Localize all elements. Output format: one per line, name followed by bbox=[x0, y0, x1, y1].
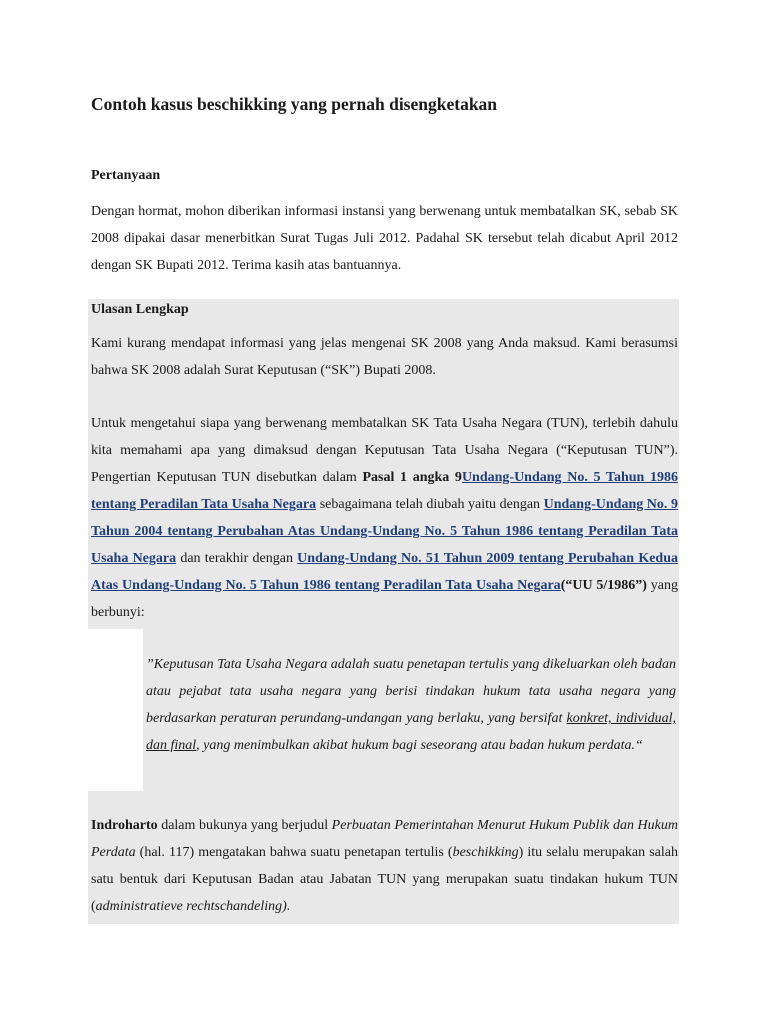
paragraph-text: dan terakhir dengan bbox=[176, 551, 298, 566]
quote-text: , yang menimbulkan akibat hukum bagi seseorang atau badan hukum perdata.“ bbox=[196, 738, 643, 753]
quote-text: ”Keputusan Tata Usaha Negara adalah suatu penetapan tertulis yang dikeluarkan oleh badan atau pejabat tata usaha negara yang berisi tindakan hukum tata usaha negara yang berdasarkan peraturan perundang-undangan yang berlaku, yang bersifat bbox=[146, 657, 676, 726]
paragraph-text: (hal. 117) mengatakan bahwa suatu penetapan tertulis ( bbox=[135, 845, 453, 860]
article-reference: Pasal 1 angka 9 bbox=[362, 470, 462, 485]
paragraph-text: dalam bukunya yang berjudul bbox=[157, 818, 332, 833]
paragraph-text: yang berbunyi: bbox=[91, 578, 678, 620]
law-abbreviation: (“UU 5/1986”) bbox=[560, 578, 647, 593]
author-name: Indroharto bbox=[91, 818, 158, 833]
answer-paragraph-2 bbox=[91, 410, 678, 626]
law-link-uu-51-2009[interactable]: Undang-Undang No. 51 Tahun 2009 tentang Perubahan Kedua Atas Undang-Undang No. 5 Tahun 1986 tentang Peradilan Tata Usaha Negara bbox=[91, 551, 678, 593]
law-link-uu-5-1986[interactable]: Undang-Undang No. 5 Tahun 1986 tentang Peradilan Tata Usaha Negara bbox=[91, 470, 678, 512]
paragraph-text: sebagaimana telah diubah yaitu dengan bbox=[316, 497, 544, 512]
book-title: Perbuatan Pemerintahan Menurut Hukum Publik dan Hukum Perdata bbox=[91, 818, 678, 860]
question-body: Dengan hormat, mohon diberikan informasi instansi yang berwenang untuk membatalkan SK, sebab SK 2008 dipakai dasar menerbitkan Surat Tugas Juli 2012. Padahal SK tersebut telah dicabut April 2012 dengan SK Bupati 2012. Terima kasih atas bantuannya. bbox=[91, 204, 678, 273]
answer-paragraph-3 bbox=[91, 812, 678, 920]
paragraph-text: ) itu selalu merupakan salah satu bentuk dari Keputusan Badan atau Jabatan TUN yang merupakan suatu tindakan hukum TUN ( bbox=[91, 845, 678, 914]
page-title: Contoh kasus beschikking yang pernah disengketakan bbox=[91, 94, 498, 114]
paragraph-text: Untuk mengetahui siapa yang berwenang membatalkan SK Tata Usaha Negara (TUN), terlebih dahulu kita memahami apa yang dimaksud dengan Keputusan Tata Usaha Negara (“Keputusan TUN”). Pengertian Keputusan TUN disebutkan dalam bbox=[91, 416, 678, 485]
answer-heading: Ulasan Lengkap bbox=[91, 302, 189, 317]
term-beschikking: beschikking bbox=[452, 845, 519, 860]
term-rechtschandeling: administratieve rechtschandeling). bbox=[95, 899, 291, 914]
quote-underlined-text: konkret, individual, dan final bbox=[146, 711, 676, 753]
answer-paragraph-1: Kami kurang mendapat informasi yang jelas mengenai SK 2008 yang Anda maksud. Kami berasumsi bahwa SK 2008 adalah Surat Keputusan (“SK”) Bupati 2008. bbox=[91, 336, 678, 378]
legal-definition-quote bbox=[146, 651, 676, 759]
law-link-uu-9-2004[interactable]: Undang-Undang No. 9 Tahun 2004 tentang Perubahan Atas Undang-Undang No. 5 Tahun 1986 tentang Peradilan Tata Usaha Negara bbox=[91, 497, 678, 566]
question-heading: Pertanyaan bbox=[91, 168, 161, 183]
